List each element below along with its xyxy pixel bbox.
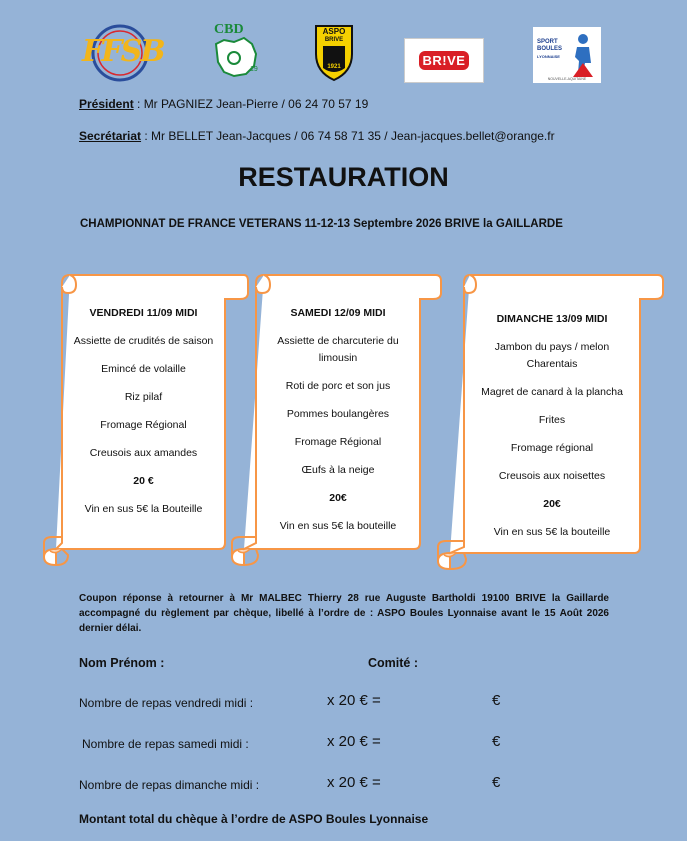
ffsb-logo (80, 22, 164, 84)
meal-row-multiplier: x 20 € = (327, 692, 381, 709)
menu-item: Assiette de crudités de saison (73, 335, 214, 347)
menu-item: Frites (538, 414, 566, 426)
meal-row-euro: € (492, 733, 501, 750)
ffsb-logo-text: FFSB (82, 34, 164, 69)
menu-friday-content (62, 305, 225, 518)
menu-card-friday (40, 273, 250, 567)
menu-item: Roti de porc et son jus (285, 380, 391, 392)
menu-item: Fromage Régional (100, 419, 187, 431)
sport-boules-line2: BOULES (537, 46, 563, 52)
president-label: Président (79, 97, 134, 111)
president-line (79, 97, 368, 111)
president-value: : Mr PAGNIEZ Jean-Pierre / 06 24 70 57 19 (133, 97, 369, 111)
cbd-number: 19 (250, 66, 258, 73)
menu-day: DIMANCHE 13/09 MIDI (496, 313, 608, 325)
brive-logo (404, 38, 484, 83)
aspo-text: ASPO (322, 27, 346, 36)
menu-saturday-content (260, 305, 416, 535)
menu-item: Magret de canard à la plancha (481, 386, 623, 398)
sport-boules-line1: SPORT (537, 39, 558, 45)
meal-row-euro: € (492, 774, 501, 791)
menu-day: VENDREDI 11/09 MIDI (89, 307, 198, 319)
meal-row-label: Nombre de repas samedi midi : (82, 737, 249, 751)
coupon-instructions: Coupon réponse à retourner à Mr MALBEC Thierry 28 rue Auguste Bartholdi 19100 BRIVE la Gaillarde accompagné du règlement par chèque, libellé à l’ordre de : ASPO Boules Lyonnaise avant le 15 Août 2026 dernier délai. (79, 593, 609, 634)
menu-item: Creusois aux noisettes (498, 470, 606, 482)
brive-logo-text: BR!VE (419, 51, 470, 70)
meal-row-euro: € (492, 692, 501, 709)
secretariat-line (79, 129, 555, 143)
meal-row-multiplier: x 20 € = (327, 733, 381, 750)
menu-card-sunday (434, 273, 664, 571)
player-silhouette-icon (533, 27, 601, 83)
event-subtitle: CHAMPIONNAT DE FRANCE VETERANS 11-12-13 Septembre 2026 BRIVE la GAILLARDE (80, 218, 563, 230)
menu-price: 20€ (329, 492, 347, 504)
menu-item: Fromage Régional (294, 436, 382, 448)
menu-card-saturday (228, 273, 443, 567)
menu-item: Jambon du pays / melon Charentais (494, 341, 610, 370)
menu-price: 20 € (133, 475, 154, 487)
committee-field-label: Comité : (368, 656, 418, 670)
menu-wine: Vin en sus 5€ la bouteille (493, 526, 611, 538)
menu-item: Creusois aux amandes (89, 447, 198, 459)
secretariat-value: : Mr BELLET Jean-Jacques / 06 74 58 71 35 / Jean-jacques.bellet@orange.fr (141, 129, 555, 143)
aspo-year: 1921 (327, 64, 341, 70)
cbd-logo (210, 22, 265, 82)
aspo-city: BRIVE (324, 37, 344, 43)
menu-item: Emincé de volaille (101, 363, 186, 375)
menu-wine: Vin en sus 5€ la bouteille (279, 520, 397, 532)
name-field-label: Nom Prénom : (79, 656, 165, 670)
meal-row-label: Nombre de repas dimanche midi : (79, 778, 260, 792)
menu-item: Assiette de charcuterie du limousin (277, 335, 399, 364)
sport-boules-region: NOUVELLE-AQUITAINE (547, 77, 587, 81)
menu-item: Pommes boulangères (286, 408, 390, 420)
aspo-logo (313, 24, 355, 82)
total-amount-label: Montant total du chèque à l’ordre de ASPO Boules Lyonnaise (79, 812, 429, 826)
meal-row-label: Nombre de repas vendredi midi : (79, 696, 254, 710)
menu-price: 20€ (543, 498, 561, 510)
meal-row-multiplier: x 20 € = (327, 774, 381, 791)
secretariat-label: Secrétariat (79, 129, 142, 143)
menu-item: Œufs à la neige (301, 464, 375, 476)
menu-wine: Vin en sus 5€ la Bouteille (84, 503, 203, 515)
page-title: RESTAURATION (238, 162, 449, 192)
menu-item: Riz pilaf (124, 391, 163, 403)
cbd-logo-text: CBD (214, 22, 244, 37)
menu-sunday-content (468, 311, 636, 541)
menu-day: SAMEDI 12/09 MIDI (290, 307, 386, 319)
sport-boules-logo (533, 27, 601, 83)
menu-item: Fromage régional (510, 442, 594, 454)
sport-boules-line3: LYONNAISE (537, 54, 560, 59)
